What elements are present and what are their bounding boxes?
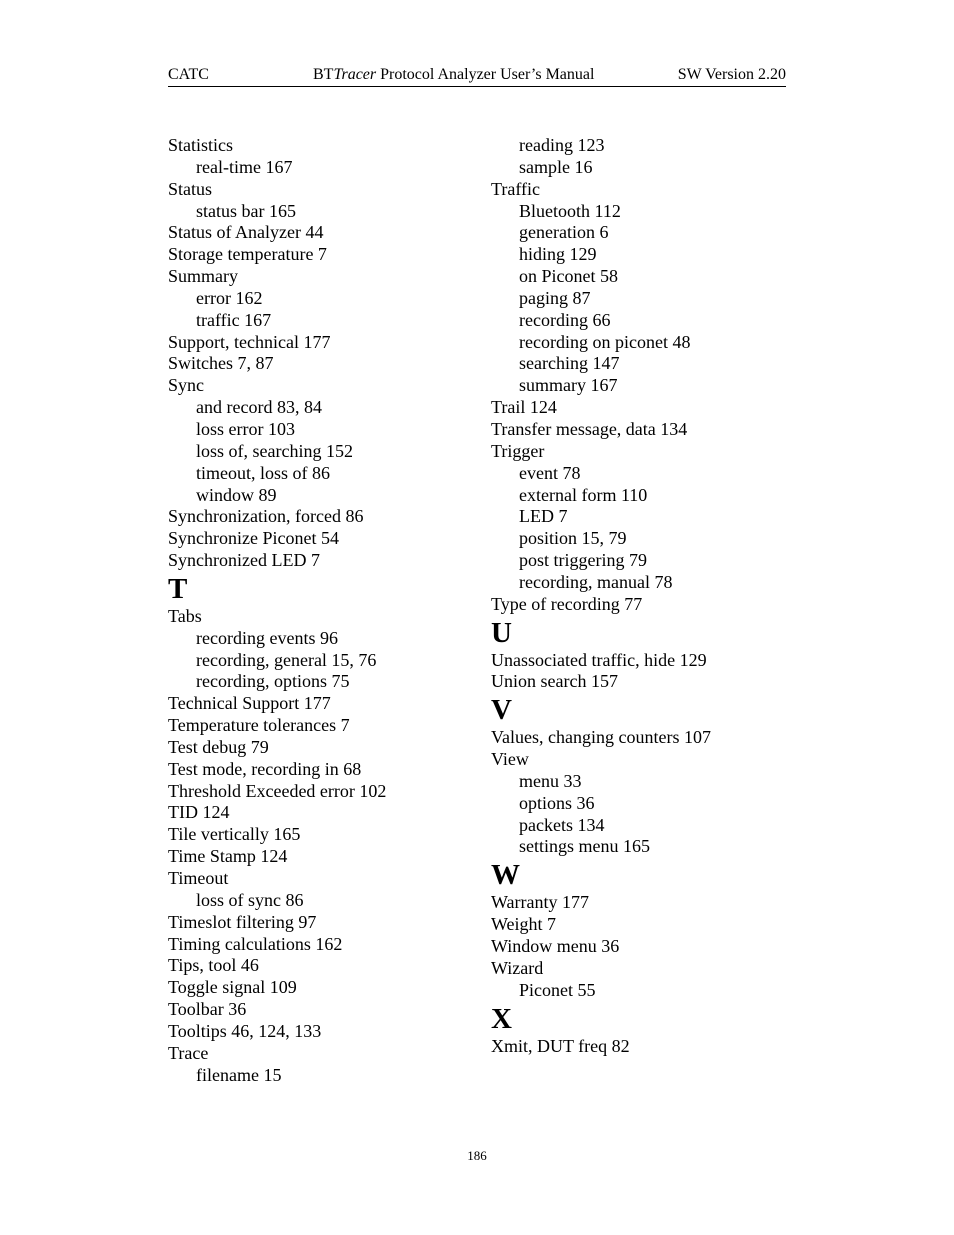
index-entry: Temperature tolerances 7 (168, 715, 350, 736)
index-entry: Union search 157 (491, 671, 618, 692)
index-entry: Status (168, 178, 213, 199)
index-column-right (491, 135, 786, 1057)
page-number: 186 (467, 1148, 487, 1163)
index-entry: Statistics (168, 135, 234, 155)
page-header (168, 64, 786, 87)
index-subentry: reading 123 (519, 135, 605, 155)
index-subentry: recording on piconet 48 (519, 331, 691, 352)
header-title-suffix: Protocol Analyzer User’s Manual (376, 66, 595, 83)
index-section-letter: X (491, 1002, 512, 1035)
index-subentry: and record 83, 84 (196, 397, 322, 418)
index-subentry: summary 167 (519, 375, 618, 396)
index-subentry: settings menu 165 (519, 836, 650, 857)
index-entry: TID 124 (168, 802, 230, 823)
index-entry: Xmit, DUT freq 82 (491, 1035, 630, 1056)
index-entry: Timeout (168, 868, 229, 888)
index-entry: Switches 7, 87 (168, 353, 274, 374)
index-entry: Tabs (168, 605, 202, 626)
index-subentry: hiding 129 (519, 244, 597, 265)
index-subentry: LED 7 (519, 506, 568, 527)
index-subentry: post triggering 79 (519, 550, 647, 571)
index-entry: Toggle signal 109 (168, 977, 297, 998)
index-entry: Time Stamp 124 (168, 846, 288, 867)
index-entry: Values, changing counters 107 (491, 727, 711, 748)
index-entry: Threshold Exceeded error 102 (168, 780, 387, 801)
index-subentry: options 36 (519, 792, 595, 813)
index-subentry: menu 33 (519, 770, 582, 791)
index-entry: Timeslot filtering 97 (168, 911, 317, 932)
index-subentry: external form 110 (519, 484, 648, 505)
header-manual-title (313, 66, 594, 84)
index-subentry: status bar 165 (196, 200, 296, 221)
index-entry: View (491, 749, 529, 770)
index-subentry: recording 66 (519, 309, 611, 330)
index-entry: Window menu 36 (491, 936, 620, 956)
header-version: SW Version 2.20 (677, 66, 786, 83)
index-subentry: real-time 167 (196, 156, 293, 177)
index-subentry: loss of sync 86 (196, 889, 304, 910)
index-entry: Warranty 177 (491, 892, 590, 913)
index-section-letter: V (491, 694, 512, 727)
index-subentry: on Piconet 58 (519, 266, 618, 287)
index-entry: Tips, tool 46 (168, 955, 259, 976)
header-company: CATC (168, 66, 209, 83)
index-subentry: sample 16 (519, 156, 593, 177)
index-subentry: recording events 96 (196, 627, 338, 648)
index-entry: Unassociated traffic, hide 129 (491, 649, 707, 670)
index-entry: Support, technical 177 (168, 331, 331, 352)
index-subentry: paging 87 (519, 287, 591, 308)
index-entry: Tile vertically 165 (168, 824, 301, 845)
index-subentry: recording, options 75 (196, 671, 350, 692)
index-subentry: error 162 (196, 287, 263, 308)
index-subentry: filename 15 (196, 1064, 282, 1085)
header-title-prefix: BT (313, 66, 334, 83)
index-entry: Synchronize Piconet 54 (168, 528, 339, 549)
index-column-left (168, 135, 468, 1086)
index-subentry: loss error 103 (196, 418, 295, 439)
index-entry: Transfer message, data 134 (491, 418, 688, 439)
index-entry: Technical Support 177 (168, 693, 331, 714)
index-subentry: recording, manual 78 (519, 571, 673, 592)
index-entry: Timing calculations 162 (168, 933, 343, 954)
index-entry: Test mode, recording in 68 (168, 758, 362, 779)
index-subentry: packets 134 (519, 814, 605, 835)
index-entry: Trail 124 (491, 397, 557, 418)
index-entry: Wizard (491, 957, 544, 978)
index-section-letter: T (168, 572, 188, 605)
index-entry: Sync (168, 375, 204, 396)
index-entry: Synchronization, forced 86 (168, 506, 364, 527)
index-subentry: traffic 167 (196, 309, 272, 330)
index-entry: Trigger (491, 440, 545, 461)
index-entry: Summary (168, 266, 238, 287)
index-entry: Trace (168, 1042, 209, 1063)
index-entry: Traffic (491, 178, 540, 199)
index-subentry: position 15, 79 (519, 528, 627, 549)
index-subentry: searching 147 (519, 353, 620, 374)
index-subentry: timeout, loss of 86 (196, 462, 330, 483)
index-entry: Toolbar 36 (168, 999, 247, 1020)
index-subentry: Bluetooth 112 (519, 200, 621, 221)
index-subentry: event 78 (519, 462, 581, 483)
index-entry: Status of Analyzer 44 (168, 222, 324, 243)
index-entry: Storage temperature 7 (168, 244, 327, 265)
index-entry: Test debug 79 (168, 736, 269, 757)
index-subentry: Piconet 55 (519, 979, 596, 1000)
index-subentry: window 89 (196, 484, 277, 505)
header-title-italic: Tracer (333, 66, 377, 83)
index-entry: Tooltips 46, 124, 133 (168, 1020, 322, 1041)
index-entry: Type of recording 77 (491, 593, 643, 614)
index-entry: Weight 7 (491, 914, 557, 935)
index-section-letter: W (491, 859, 520, 892)
index-subentry: generation 6 (519, 222, 609, 243)
index-subentry: loss of, searching 152 (196, 440, 353, 461)
index-section-letter: U (491, 616, 512, 649)
index-subentry: recording, general 15, 76 (196, 649, 377, 670)
index-entry: Synchronized LED 7 (168, 550, 320, 571)
